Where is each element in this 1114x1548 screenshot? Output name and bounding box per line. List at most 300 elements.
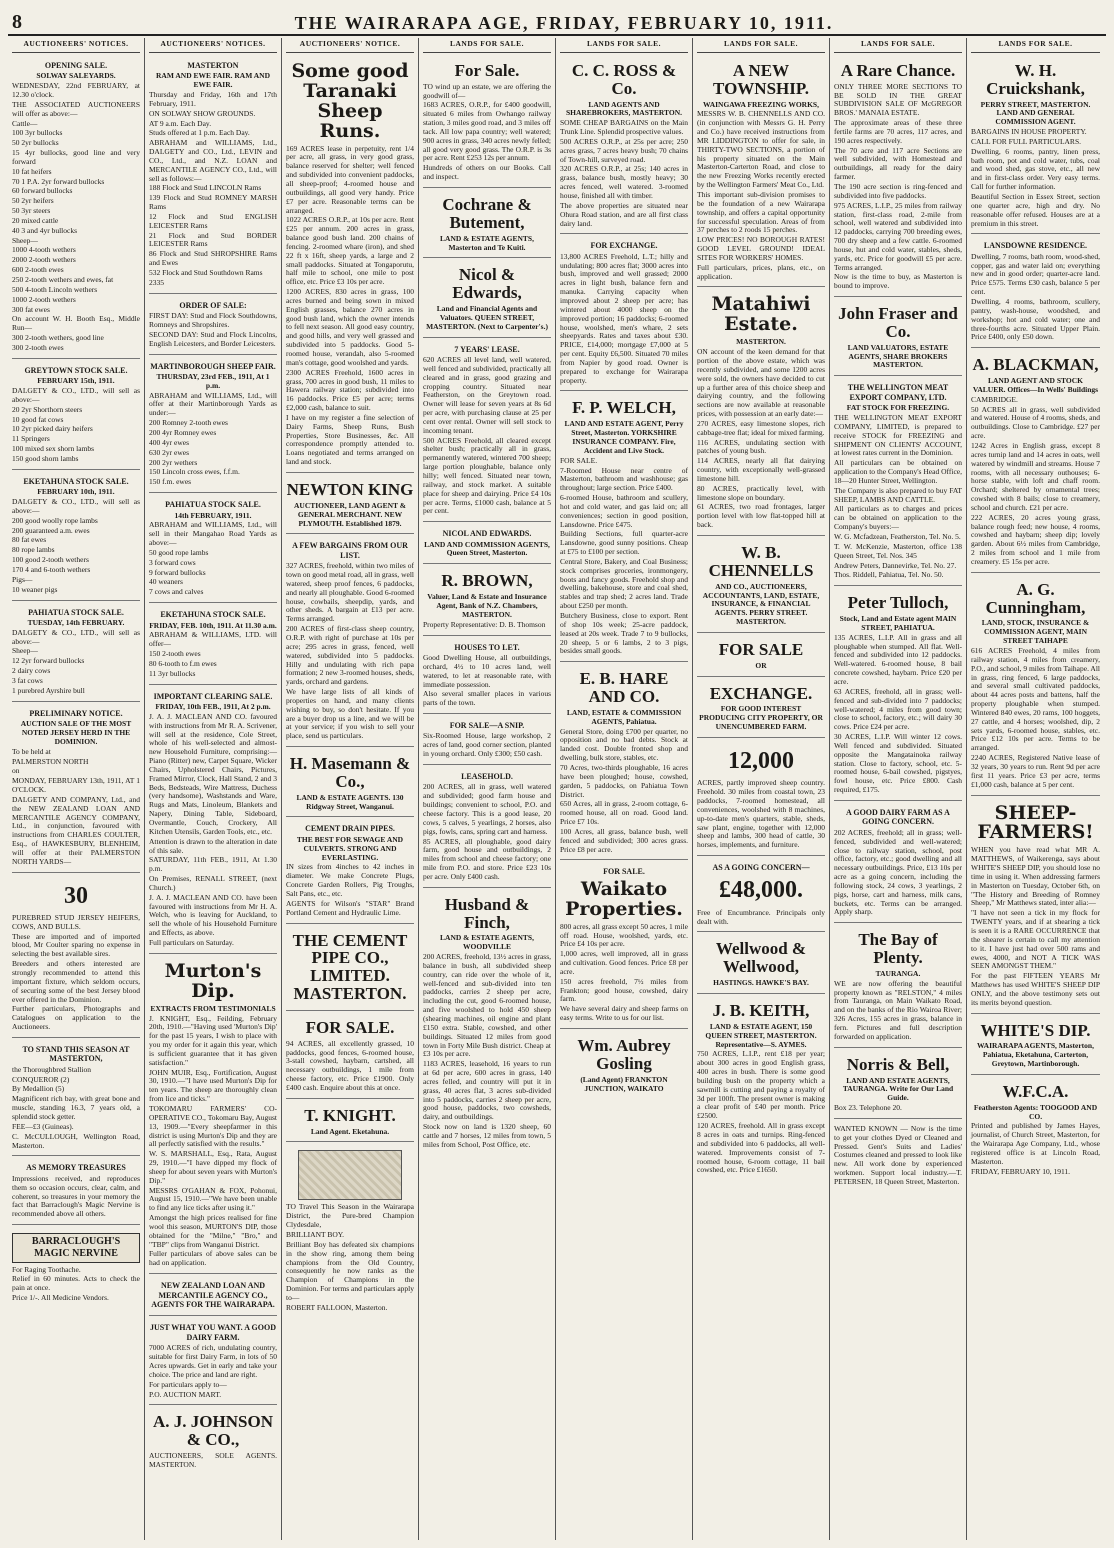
ad-text-line: 650 Acres, all in grass, 2-room cottage, 6-roomed house, all on road. Good land. Price £7 10s. xyxy=(560,799,688,827)
ad-title: JUST WHAT YOU WANT. A GOOD DAIRY FARM. xyxy=(150,1323,276,1342)
ad-title: PAHIATUA STOCK SALE. xyxy=(28,607,124,617)
ad-boxed-heading: BARRACLOUGH'S MAGIC NERVINE xyxy=(12,1233,140,1263)
ad-text-line: Dwelling, 4 rooms, bathroom, scullery, pantry, wash-house, woodshed, and workshop; hot and cold water; one and three-fourths acre. Situated Upper Plain. Price £400, only £50 down. xyxy=(971,297,1100,342)
ad-text-line: 135 ACRES, L.I.P. All in grass and all ploughable when stumped. All flat. Well-fenced and subdivided into 12 paddocks. Well-watered. 6-roomed house, 8 bail concrete cowshed, haybarn. Price £20 per acre. xyxy=(834,632,962,686)
ad-text-line: TO Travel This Season in the Wairarapa District, the Pure-bred Champion Clydesdale, xyxy=(286,1202,414,1230)
ad-title: FOR EXCHANGE. xyxy=(590,241,658,251)
advertisement xyxy=(697,538,825,633)
ad-subtitle: LAND & ESTATE AGENTS, WOODVILLE xyxy=(440,933,534,952)
ad-text-line: J. A. J. MACLEAN AND CO. have been favoured with instructions from Mr H. A. Welch, who is leaving for Auckland, to sell the whole of his Household Furniture and Effects, as above. xyxy=(149,892,277,938)
ad-subtitle: WAINGAWA FREEZING WORKS, xyxy=(703,99,819,109)
ad-text-line: This important sub-division promises to be the foundation of a new Wairarapa township, and offers a capital opportunity for successful speculation. Areas of from 37 perches to 2 roods 15 perches. xyxy=(697,189,825,235)
ad-title: LEASEHOLD. xyxy=(461,772,513,781)
column-heading: AUCTIONEERS' NOTICES. xyxy=(12,38,140,53)
ad-text-line: ABRAHAM and WILLIAMS, Ltd., DALGETY and CO., Ltd., LEVIN and CO., Ltd., and N.Z. LOAN and MERCANTILE AGENCY CO., Ltd., will sell as follows:— xyxy=(149,138,277,183)
advertisement xyxy=(149,1276,277,1316)
ad-text-line: 100 good 2-tooth wethers xyxy=(12,555,89,565)
ad-text-line: Central Store, Bakery, and Coal Business; stock comprises groceries, ironmongery, boots and fancy goods. Freehold shop and dwelling, bakehouse, store and coal shed, stables and trap shed; 2 acres land. Trade about £250 per month. xyxy=(560,556,688,611)
advertisement xyxy=(149,357,277,494)
ad-firm-name: Wellwood & Wellwood, xyxy=(715,939,807,977)
ad-title: EKETAHUNA STOCK SALE. xyxy=(23,476,129,486)
ad-text-line: 1000 2-tooth wethers xyxy=(12,294,76,304)
ad-text-line: 13,800 ACRES Freehold, L.T.; hilly and undulating; 800 acres flat; 3000 acres into bush, improved and well grassed; 2000 acres in light bush, balance fern and manuka. Carrying capacity when improved about 2 sheep per acre; has wintered about 4000 sheep on the improved portion; 16 paddocks; 6-roomed house, woolshed, men's whare, 2 sets sheepyards. Rates and taxes about £30. PRICE, £14,000; mortgage £7,000 at 5 per cent. Equity £6,500. Situated 70 miles from Napier by good road. Owner is prepared to exchange for Wairarapa property. xyxy=(560,251,688,385)
ad-text-line: BRILLIANT BOY. xyxy=(286,1230,345,1239)
advertisement xyxy=(971,236,1100,348)
advertisement xyxy=(149,296,277,355)
ad-text-line: 30 ACRES, L.I.P. Will winter 12 cows. Well fenced and subdivided. Situated opposite the Mangatainoka railway station. Close to factory, school, etc. 5-roomed house, 6-bail cowshed, pigstyes, fowl house, etc. Price £800. Cash required, £175. xyxy=(834,732,962,795)
ad-text-line: Full particulars, prices, plans, etc., on application. xyxy=(697,262,825,281)
ad-text-line: 7000 ACRES of rich, undulating country, suitable for first Dairy Farm, in lots of 50 Acres upwards. Get in early and take your choice. The price and land are right. xyxy=(149,1343,277,1379)
ad-subtitle: SOLWAY SALEYARDS. xyxy=(36,71,116,81)
ad-text-line: 100 mixed sex shorn lambs xyxy=(12,444,95,454)
ad-text-line: 327 ACRES, freehold, within two miles of town on good metal road, all in grass, well watered, sheep proof fences, 6 paddocks, and nearly all ploughable. Good 6-roomed house, cowbails, sheepdip, yards, and other sheds. A bargain at £13 per acre. Terms arranged. xyxy=(286,561,414,624)
ad-text-line: 50 good rope lambs xyxy=(149,547,209,557)
ad-text-line: The Company is also prepared to buy FAT SHEEP, LAMBS AND CATTLE. xyxy=(834,485,962,504)
ad-text-line: 86 Flock and Stud SHROPSHIRE Rams and Ewes xyxy=(149,249,277,268)
ad-text-line: 300 2-tooth ewes xyxy=(12,342,64,352)
ad-text-line: Butchery Business, close to export. Rent of shop 10s week; 25-acre paddock, leased at 20s week. Trade 7 to 9 bullocks, 20 sheep, 5 or 6 lambs, 2 to 3 pigs, besides small goods. xyxy=(560,611,688,656)
advertisement xyxy=(834,378,962,586)
ad-text-line: 10 weaner pigs xyxy=(12,584,58,594)
advertisement xyxy=(423,890,551,1155)
ad-text-line: PALMERSTON NORTH xyxy=(12,756,89,766)
ad-text-line: Box 23. Telephone 20. xyxy=(834,1103,902,1113)
advertisement xyxy=(697,56,825,288)
column-heading: LANDS FOR SALE. xyxy=(834,38,962,53)
column-3 xyxy=(282,38,419,1540)
ad-text-line: 60 forward bullocks xyxy=(12,186,73,196)
ad-text-line: 1200 ACRES, 830 acres in grass, 100 acres burned and being sown in mixed English grasses, balance 270 acres in good bush land, which the owner intends to fell next season. All good easy country, and good hills, and very well grassed and subdivided into 5 paddocks. Good 5-roomed house, verandah, also 5-roomed man's cottage, good woolshed and yards. xyxy=(286,287,414,367)
ad-text-line: "I have not seen a tick in my flock for TWENTY years, and if at shearing a tick is seen it is a RARE OCCURRENCE that the shearer is certain to call my attention to it. I have just had over 500 rams and ewes, 4000, and NOT A TICK WAS SEEN AMONGST THEM." xyxy=(971,908,1100,971)
advertisement xyxy=(560,393,688,662)
ad-text-line: ONLY THREE MORE SECTIONS TO BE SOLD IN THE GREAT SUBDIVISION SALE OF McGREGOR BROS.' MANAIA ESTATE. xyxy=(834,81,962,118)
ad-text-line: ABRAHAM and WILLIAMS, Ltd., will offer at their Martinborough Yards as under:— xyxy=(149,390,277,418)
advertisement xyxy=(286,475,414,534)
ad-subtitle: Valuer, Land & Estate and Insurance Agent, Bank of N.Z. Chambers, MASTERTON. xyxy=(427,592,547,619)
ad-text-line: ON SOLWAY SHOW GROUNDS. xyxy=(149,108,256,118)
advertisement xyxy=(697,934,825,994)
ad-firm-name: W.F.C.A. xyxy=(1002,1081,1069,1101)
ad-firm-name: Husband & Finch, xyxy=(444,894,530,932)
ad-subtitle: FRIDAY, FEB. 10th, 1911. At 11.30 a.m. xyxy=(149,620,277,630)
ad-text-line: 250 2-tooth wethers and ewes, fat xyxy=(12,275,114,284)
ad-title: AS A GOING CONCERN— xyxy=(712,863,810,873)
ad-text-line: 139 Flock and Stud ROMNEY MARSH Rams xyxy=(149,193,277,212)
advertisement xyxy=(149,1318,277,1405)
ad-text-line: Sheep— xyxy=(12,235,38,245)
ad-firm-name: Norris & Bell, xyxy=(846,1054,950,1074)
column-heading: AUCTIONEERS' NOTICES. xyxy=(149,38,277,53)
ad-text-line: 7 cows and calves xyxy=(149,587,204,597)
ad-text-line: 10 good fat cows xyxy=(12,414,64,424)
advertisement xyxy=(12,472,140,601)
ad-text-line: DALGETY AND COMPANY, Ltd., and the NEW ZEALAND LOAN AND MERCANTILE AGENCY COMPANY, Ltd., in conjunction, favoured with instructions from CHARLES COULTER, Esq., of HAWKESBURY, BLENHEIM, will offer at their PALMERSTON NORTH YARDS— xyxy=(12,794,140,866)
ad-firm-name: EXCHANGE. xyxy=(709,683,813,703)
ad-firm-name: FOR SALE xyxy=(718,639,804,659)
ad-text-line: 10 2yr picked dairy heifers xyxy=(12,424,93,434)
ad-text-line: CONQUEROR (2) xyxy=(12,1074,70,1084)
ad-text-line: 500 ACRES O.R.P., at 25s per acre; 250 acres grass, 7 acres heavy bush; 70 chains of Town-hill, surveyed road. xyxy=(560,136,688,164)
ad-text-line: I have on my register a fine selection of Dairy Farms, Sheep Runs, Bush Properties, Store Businesses, &c. All correspondence promptly attended to. Loans negotiated and terms arranged on land and stock. xyxy=(286,412,414,467)
advertisement xyxy=(834,588,962,801)
column-1 xyxy=(8,38,145,1540)
ad-text-line: FRIDAY, FEBRUARY 10, 1911. xyxy=(971,1166,1071,1176)
ad-text-line: 150 Lincoln cross ewes, f.f.m. xyxy=(149,467,240,477)
ad-text-line: Full particulars on Saturday. xyxy=(149,937,234,947)
ad-text-line: 630 2yr ewes xyxy=(149,447,189,457)
ad-firm-name: THE CEMENT PIPE CO., LIMITED. MASTERTON. xyxy=(292,930,408,1004)
ad-text-line: Property Representative: D. B. Thomson xyxy=(423,619,546,629)
ad-text-line: Pigs— xyxy=(12,574,33,584)
ad-subtitle: FAT STOCK FOR FREEZING. xyxy=(846,403,950,413)
advertisement xyxy=(149,495,277,603)
advertisement xyxy=(12,1227,140,1308)
ad-text-line: We have large lists of all kinds of properties on hand, and many clients wishing to buy, so don't hesitate. If you are a buyer drop us a line, and we will be at your service; if you wish to sell your place, send us particulars. xyxy=(286,687,414,741)
advertisement xyxy=(834,925,962,1047)
ad-text-line: 200 ACRES of first-class sheep country, O.R.P. with right of purchase at 10s per acre; 295 acres in grass, fenced, well watered, subdivided into 5 paddocks. Hilly and undulating with rich papa formation; 2 new 3-roomed houses, sheds, yards, orchard and gardens. xyxy=(286,624,414,687)
ad-text-line: W. G. Mcfadzean, Featherston, Tel. No. 5. xyxy=(834,532,961,541)
advertisement xyxy=(12,603,140,702)
ad-text-line: MESSRS O'GAHAN & FOX, Pohonui, August 15, 1910.—"We have been unable to find any lice ticks after using it." xyxy=(149,1185,277,1213)
ad-text-line: 300 2-tooth wethers, good line xyxy=(12,333,104,343)
ad-firm-name: FOR SALE. xyxy=(305,1017,395,1037)
advertisement xyxy=(971,798,1100,1014)
advertisement xyxy=(423,566,551,635)
ad-display-heading: Some good Taranaki Sheep Runs. xyxy=(291,59,409,142)
advertisement xyxy=(12,704,140,873)
ad-text-line: Breeders and others interested are strongly recommended to attend this important fixture, which seldom occurs, of securing some of the best Jersey blood ever offered in the Dominion. xyxy=(12,959,140,1004)
ad-display-heading: Waikato Properties. xyxy=(565,877,683,920)
ad-text-line: On account W. H. Booth Esq., Middle Run— xyxy=(12,314,140,333)
ad-title: CEMENT DRAIN PIPES. xyxy=(305,824,395,834)
ad-text-line: 85 ACRES, all ploughable, good dairy farm, good house and outbuildings, 2 miles from school and cheese factory; one mile from P.O. and store. Price £23 10s per acre. Only £400 cash. xyxy=(423,836,551,881)
ad-text-line: Sheep— xyxy=(12,646,38,656)
ad-text-line: 200 2yr wethers xyxy=(149,457,198,467)
ad-text-line: 80 ACRES, practically level, with limestone slope on boundary. xyxy=(697,483,825,502)
ad-text-line: 7-Roomed House near centre of Masterton, bathroom and washhouse; gas throughout; large section. Price £400. xyxy=(560,465,688,493)
advertisement xyxy=(971,350,1100,573)
ad-text-line: 750 ACRES, L.I.P., rent £18 per year; about 300 acres in good English grass, 400 acres in bush. There is some good building bush on the property which a sawmill is cutting and paying a royalty of 3d per 100ft. The present owner is making a clear profit of £40 per month. Price £2500. xyxy=(697,1049,825,1121)
ad-text-line: The above properties are situated near Ohura Road station, and are all first class dairy land. xyxy=(560,200,688,228)
ad-text-line: 80 rope lambs xyxy=(12,545,55,555)
ad-text-line: AGENTS for Wilson's "STAR" Brand Portland Cement and Hydraulic Lime. xyxy=(286,898,414,917)
ad-large-figure: 30 xyxy=(64,882,88,909)
advertisement xyxy=(697,635,825,677)
ad-subtitle: AUCTION SALE OF THE MOST NOTED JERSEY HERD IN THE DOMINION. xyxy=(20,719,132,746)
ad-firm-name: T. KNIGHT. xyxy=(304,1105,396,1125)
ad-text-line: Fuller particulars of above sales can be had on application. xyxy=(149,1249,277,1268)
ad-text-line: 2000 2-tooth wethers xyxy=(12,255,76,265)
advertisement xyxy=(697,679,825,738)
ad-title: ORDER OF SALE: xyxy=(179,300,247,310)
advertisement xyxy=(560,56,688,235)
advertisement xyxy=(423,638,551,715)
ad-text-line: BARGAINS IN HOUSE PROPERTY. xyxy=(971,127,1087,137)
ad-display-heading: Murton's Dip. xyxy=(164,959,262,1002)
ad-title: A GOOD DAIRY FARM AS A GOING CONCERN. xyxy=(846,807,950,827)
ad-text-line: Magnificent rich bay, with great bone and muscle, standing 16.3, 7 years old, a splendid stock getter. xyxy=(12,1094,140,1121)
ad-text-line: 222 ACRES, 20 acres young grass, balance rough feed; new house, 4 rooms, cowshed and haybarn; sheep dip; lovely garden. About 6½ miles from Cambridge, 2 miles from school and 1 mile from creamery. £5 15s per acre. xyxy=(971,512,1100,566)
advertisement xyxy=(12,875,140,1038)
ad-text-line: These are imported and of imported blood, Mr Coulter sparing no expense in selecting the best available sires. xyxy=(12,931,140,959)
ad-subtitle: HASTINGS. HAWKE'S BAY. xyxy=(713,978,809,988)
advertisement xyxy=(149,605,277,685)
ad-firm-name: A. J. JOHNSON & CO., xyxy=(153,1412,273,1450)
ad-title: GREYTOWN STOCK SALE. xyxy=(24,365,128,375)
ad-subtitle: LAND AND COMMISSION AGENTS, Queen Street, Masterton. xyxy=(424,539,550,558)
ad-text-line: 300 fat ewes xyxy=(12,304,50,314)
ad-subtitle: THURSDAY, 23rd FEB., 1911, At 1 p.m. xyxy=(156,371,270,390)
ad-subtitle: AND CO., AUCTIONEERS, ACCOUNTANTS, LAND, ESTATE, INSURANCE, & FINANCIAL AGENTS. PERRY STREET. MASTERTON. xyxy=(702,581,820,627)
ad-firm-name: F. P. WELCH, xyxy=(572,398,676,418)
ad-text-line: 20 2yr Shorthorn steers xyxy=(12,404,83,414)
ad-text-line: 94 ACRES, all excellently grassed, 10 paddocks, good fences, 6-roomed house, 3-stall cowshed, haybarn, cartshed, all necessary outbuildings, 1 mile from cheese factory, etc. Price £1900. Only £400 cash. Enquire about this at once. xyxy=(286,1038,414,1092)
ad-firm-name: A. G. Cunningham, xyxy=(985,579,1086,617)
ad-text-line: 21 Flock and Stud BORDER LEICESTER Rams xyxy=(149,230,277,249)
ad-text-line: 320 ACRES O.R.P., at 25s; 140 acres in grass, balance bush, mostly heavy; 30 acres fenced, well watered. 3-roomed house, finished all with timber. xyxy=(560,164,688,200)
ad-large-figure: 12,000 xyxy=(728,747,794,774)
ad-text-line: 400 4yr ewes xyxy=(149,437,189,447)
ad-title: PAHIATUA STOCK SALE. xyxy=(165,500,261,510)
advertisement xyxy=(286,1144,414,1317)
ad-text-line: FEE—£3 (Guineas). xyxy=(12,1121,74,1131)
ad-text-line: Good Dwelling House, all outbuildings, orchard, 4½ to 10 acres land, well watered, to let at reasonable rate, with immediate possession. xyxy=(423,652,551,689)
ad-text-line: Further particulars, Photographs and Catalogues on application to the Auctioneers. xyxy=(12,1004,140,1032)
ad-text-line: ON account of the keen demand for that portion of the above estate, which was recently subdivided, and some 1200 acres were sold, the owners have decided to cut up a further area of this choice sheep and dairying country, and the following sections are now available at reasonable prices, with possession at an early date:— xyxy=(697,347,825,419)
column-5 xyxy=(556,38,693,1540)
ad-text-line: 1 purebred Ayrshire bull xyxy=(12,685,85,695)
ad-subtitle: WAIRARAPA AGENTS, Masterton, Pahiatua, Eketahuna, Carterton, Greytown, Martinborough. xyxy=(977,1041,1094,1069)
ad-text-line: JOHN MUIR, Esq., Fortification, August 30, 1910.—"I have used Murton's Dip for ten years. The sheep are thoroughly clean from lice and ticks." xyxy=(149,1067,277,1104)
ad-text-line: Dwelling, 6 rooms, pantry, linen press, bath room, pot and cold water, tubs, coal and wood shed, gas stove, etc., all new and in first-class order. Very easy terms. Call for further information. xyxy=(971,146,1100,192)
ad-text-line: 3 forward cows xyxy=(149,557,196,567)
ad-text-line: 200 good woolly rope lambs xyxy=(12,515,98,525)
ad-text-line: T. W. McKenzie, Masterton, office 138 Queen Street, Tel. Nos. 345 xyxy=(834,541,962,560)
column-heading: LANDS FOR SALE. xyxy=(423,38,551,53)
ad-text-line: Thursday and Friday, 16th and 17th February, 1911. xyxy=(149,89,277,108)
advertisement xyxy=(423,716,551,765)
ad-text-line: 1683 ACRES, O.R.P., for £400 goodwill, situated 6 miles from Owhango railway station, 3 miles good road, and 3 miles off tack. All low papa country; well watered; 900 acres in grass, 340 acres newly felled; all good very good grass. The O.R.P. is 3s per acre. Rent £253 12s per annum. xyxy=(423,100,551,163)
ad-subtitle: OR xyxy=(755,660,767,670)
ad-firm-name: C. C. ROSS & Co. xyxy=(571,60,677,98)
advertisement xyxy=(697,289,825,536)
ad-subtitle: LAND AND ESTATE AGENT, Perry Street, Masterton. YORKSHIRE INSURANCE COMPANY. Fire, Accident and Live Stock. xyxy=(564,419,684,455)
ad-text-line: 116 ACRES, undulating section with patches of young bush. xyxy=(697,437,825,456)
ad-text-line: Beautiful Section in Essex Street, section one quarter acre, high and dry. No reasonable offer refused. Houses are at a premium in this street. xyxy=(971,191,1100,228)
ad-subtitle: LAND & ESTATE AGENTS. 130 Ridgway Street, Wanganui. xyxy=(296,792,404,811)
ad-text-line: Hundreds of others on our Books. Call and inspect. xyxy=(423,163,551,182)
ad-title: LANSDOWNE RESIDENCE. xyxy=(983,241,1088,251)
ad-subtitle: MASTERTON. xyxy=(736,337,786,347)
ad-firm-name: Peter Tulloch, xyxy=(847,593,949,613)
ad-text-line: SATURDAY, 11th FEB., 1911, At 1.30 p.m. xyxy=(149,855,277,874)
ad-text-line: 6-roomed House, bathroom and scullery, hot and cold water, and gas laid on; all conveniences; section in good position, Lansdowne. Price £475. xyxy=(560,493,688,529)
ad-title: HOUSES TO LET. xyxy=(454,642,520,652)
advertisement xyxy=(423,190,551,258)
ad-text-line: TOKOMARU FARMERS' CO-OPERATIVE CO., Tokomaru Bay, August 13, 1909.—"Every sheepfarmer in this district is using Murton's Dip and they are all perfectly satisfied with the results." xyxy=(149,1103,277,1149)
masthead xyxy=(8,4,1106,36)
ad-firm-name: H. Masemann & Co., xyxy=(289,754,411,791)
ad-text-line: 100 3yr bullocks xyxy=(12,128,63,138)
ad-text-line: 50 2yr heifers xyxy=(12,196,54,206)
advertisement xyxy=(697,740,825,856)
advertisement xyxy=(286,56,414,473)
ad-subtitle: Land Agent. Eketahuna. xyxy=(310,1126,390,1136)
ad-text-line: Six-Roomed House, large workshop, 2 acres of land, good corner section, planted in young orchard. Only £300; £50 cash. xyxy=(423,731,551,759)
ad-text-line: The 190 acre section is ring-fenced and subdivided into five paddocks. xyxy=(834,181,962,200)
ad-subtitle: Land and Financial Agents and Valuators. QUEEN STREET, MASTERTON. (Next to Carpenter's.) xyxy=(426,304,548,331)
advertisement xyxy=(560,236,688,391)
ad-subtitle: EXTRACTS FROM TESTIMONIALS xyxy=(150,1003,276,1013)
ad-text-line: MONDAY, FEBRUARY 13th, 1911, AT 1 O'CLOCK. xyxy=(12,776,140,795)
ad-title: EKETAHUNA STOCK SALE. xyxy=(160,610,266,620)
ad-text-line: We have several dairy and sheep farms on easy terms. Write to us for our list. xyxy=(560,1004,688,1023)
ad-text-line: 150 good shorn lambs xyxy=(12,453,79,463)
ad-subtitle: PERRY STREET, MASTERTON. LAND AND GENERAL COMMISSION AGENT. xyxy=(980,99,1091,127)
ad-text-line: 50 ACRES all in grass, well subdivided and watered. House of 4 rooms, sheds, and outbuildings. Close to Cambridge. £27 per acre. xyxy=(971,404,1100,441)
ad-firm-name: W. B. CHENNELLS xyxy=(708,543,814,580)
ad-text-line: 11 Springers xyxy=(12,434,50,444)
ad-title: A FEW BARGAINS FROM OUR LIST. xyxy=(292,541,408,560)
ad-text-line: WEDNESDAY, 22nd FEBRUARY, at 12.30 o'clock. xyxy=(12,81,140,99)
ad-title: MARTINBOROUGH SHEEP FAIR. xyxy=(150,361,276,371)
ad-text-line: 10 fat heifers xyxy=(12,166,52,176)
ad-text-line: Thos. Riddell, Pahiatua, Tel. No. 50. xyxy=(834,570,944,580)
ad-text-line: CALL FOR FULL PARTICULARS. xyxy=(971,136,1081,146)
advertisement xyxy=(971,575,1100,796)
ad-text-line: ROBERT FALLOON, Masterton. xyxy=(286,1302,388,1312)
ad-text-line: WANTED KNOWN — Now is the time to get your clothes Dyed or Cleaned and Pressed. Gent's Suits and Ladies' Costumes cleaned and pressed to look like new. All work done by experienced workmen. Support local industry.—T. PETERSEN, 18 Queen Street, Masterton. xyxy=(834,1123,962,1186)
ad-firm-name: A NEW TOWNSHIP. xyxy=(713,60,809,98)
ad-text-line: J. A. J. MACLEAN AND CO. favoured with instructions from Mr R. A. Scrivener, will sell at the residence, Cole Street, whole of his well-selected and almost-new Household Furniture, comprising:—Piano (Ritter) new, Carpet Square, Wicker Chairs, Upholstered Chairs, Pictures, Framed Mirror, Clock, Hall Stand, 2 and 3 Beds, Bedsteads, Wire Mattress, Duchess (very handsome), Washstands and Ware, Rugs and Mats, Linoleum, Blankets and Napery, Dining Table, Sideboard, Overmantle, Couch, Crockery, All Kitchen Utensils, Garden Tools, etc., etc. xyxy=(149,711,277,836)
column-2 xyxy=(145,38,282,1540)
ad-text-line: ACRES, partly improved sheep country. Freehold. 30 miles from coastal town, 23 paddocks, 7-roomed homestead, all conveniences, woolshed with 8 machines, up-to-date men's quarters, stable, sheds, saw plant, engine, together with 12,000 sheep and lambs, 300 head of cattle, 30 horses, implements, and furniture. xyxy=(697,778,825,850)
ad-text-line: General Store, doing £700 per quarter, no opposition and no bad debts. Stock at landed cost. Double fronted shop and dwelling, bulk store, stables, etc. xyxy=(560,726,688,763)
ad-text-line: ABRAHAM and WILLIAMS, Ltd., will sell in their Mangahao Road Yards as above:— xyxy=(149,520,277,548)
column-7 xyxy=(830,38,967,1540)
ad-text-line: By Medallion (5) xyxy=(12,1084,65,1094)
ad-subtitle: TAURANGA. xyxy=(875,968,921,978)
ad-text-line: 63 ACRES, freehold, all in grass; well-fenced and sub-divided into 7 paddocks; well-watered; 4 miles from good town; close to school, factory, etc.; will dairy 30 cows. Price £24 per acre. xyxy=(834,686,962,732)
ad-text-line: 70 Acres, two-thirds ploughable, 16 acres have been ploughed; house, cowshed, garden, 5 paddocks, on Pahiatua Town District. xyxy=(560,762,688,799)
ad-text-line: Dwelling, 7 rooms, bath room, wood-shed, copper, gas and water laid on; everything new and in good order; quarter-acre land. Price £575. Terms £30 cash, balance 5 per cent. xyxy=(971,251,1100,297)
advertisement xyxy=(149,687,277,954)
ad-text-line: C. McCULLOUGH, Wellington Road, Masterton. xyxy=(12,1131,140,1150)
ad-text-line: 2 dairy cows xyxy=(12,666,51,676)
ad-subtitle: FOR GOOD INTEREST PRODUCING CITY PROPERTY, OR UNENCUMBERED FARM. xyxy=(699,704,823,732)
ad-text-line: 200 guaranteed a.m. ewes xyxy=(12,525,90,535)
ad-text-line: 600 2-tooth ewes xyxy=(12,265,64,275)
ad-firm-name: For Sale. xyxy=(454,60,520,80)
ad-title: OPENING SALE. xyxy=(44,60,108,70)
ad-text-line: Impressions received, and reproduces them so occasion occurs, clear, calm, and coherent, so treasures in your memory the fact that Barraclough's Magic Nervine is recommended above all others. xyxy=(12,1173,140,1219)
ad-subtitle: 14th FEBRUARY, 1911. xyxy=(174,510,252,520)
ad-text-line: 1242 Acres in English grass, except 8 acres turnip land and 14 acres in oats, well watered by windmill and streams. House 7 rooms, with all necessary outhouses; 6-horse stable, with loft and chaff room. Orchard; sheltered by ornamental trees; cowshed with 8 bails; close to creamery, school and church. £21 per acre. xyxy=(971,440,1100,512)
ad-text-line: The approximate areas of these three fertile farms are 70 acres, 117 acres, and 190 acres respectively. xyxy=(834,118,962,145)
column-8 xyxy=(967,38,1104,1540)
ad-text-line: Stock now on land is 1320 sheep, 60 cattle and 7 horses, 12 miles from town, 5 miles from School, Post Office, etc. xyxy=(423,1122,551,1149)
ad-text-line: 500 ACRES Freehold, all cleared except shelter bush; practically all in grass, permanently watered, wintered 700 sheep; large portion ploughable, balance only hilly; well fenced. Situated near town, railway, and stock market. A suitable place for sheep and dairying. Price £4 10s per acre. Terms, £1000 cash, balance at 5 per cent. xyxy=(423,435,551,516)
ad-text-line: 270 ACRES, easy limestone slopes, rich cabbage-tree flat; ideal for mixed farming. xyxy=(697,418,825,437)
ad-text-line: MESSRS W. B. CHENNELLS AND CO. (in conjunction with Messrs G. H. Perry and Co.) have received instructions from MR LIDDINGTON to offer for sale, in THIRTY-TWO SECTIONS, a portion of his property situated on the Main Masterton-Carterton Road, and close to the new Freezing Works recently erected by the Wellington Farmers' Meat Co., Ltd. xyxy=(697,109,825,190)
newspaper-title: THE WAIRARAPA AGE, FRIDAY, FEBRUARY 10, 1911. xyxy=(294,13,834,33)
ad-display-heading: SHEEP-FARMERS! xyxy=(977,801,1094,844)
ad-text-line: 202 ACRES, freehold; all in grass; well-fenced, subdivided and well-watered; close to railway station, school, post office, factory, etc.; good dwelling and all necessary outbuildings. Price, £13 10s per acre as a going concern, including the following stock, 24 cows, 3 yearlings, 2 pigs, horse, cart and harness, milk cans, buckets, etc. Terms can be arranged. Apply sharp. xyxy=(834,827,962,917)
ad-text-line: 15 4yr bullocks, good line and very forward xyxy=(12,148,140,166)
ad-display-heading: Matahiwi Estate. xyxy=(711,293,811,336)
ad-text-line: Relief in 60 minutes. Acts to check the pain at once. xyxy=(12,1274,140,1293)
ad-firm-name: John Fraser and Co. xyxy=(838,304,958,341)
advertisement xyxy=(149,1407,277,1474)
ad-text-line: P.O. AUCTION MART. xyxy=(149,1389,222,1399)
ad-large-figure: £48,000. xyxy=(719,877,803,904)
ad-subtitle: LAND, STOCK, INSURANCE & COMMISSION AGENT, MAIN STREET TAIHAPE xyxy=(981,618,1090,646)
ad-text-line: For particulars apply to— xyxy=(149,1379,227,1389)
ad-text-line: WE are now offering the beautiful property known as "RELSTON," 4 miles from Tauranga, on Main Waikato Road, and on the banks of the Rio Wairoa River; 326 Acres, 155 acres in grass, balance in fern. Pictures and full description forwarded on application. xyxy=(834,978,962,1041)
ad-text-line: On Premises, RENALL STREET, (next Church.) xyxy=(149,874,277,892)
ad-text-line: 169 ACRES lease in perpetuity, rent 1/4 per acre, all grass, in very good grass, balance reserved for shelter; well fenced and subdivided into convenient paddocks, all sheep-proof; 4-roomed house and outbuildings, all good very handy. Price £7 per acre. Reasonable terms can be arranged. xyxy=(286,143,414,215)
ad-subtitle: FEBRUARY 15th, 1911. xyxy=(37,376,115,386)
ad-text-line: 12 2yr forward bullocks xyxy=(12,656,85,666)
ad-text-line: 188 Flock and Stud LINCOLN Rams xyxy=(149,183,262,193)
column-heading: LANDS FOR SALE. xyxy=(971,38,1100,53)
horse-illustration xyxy=(298,1150,402,1200)
ad-text-line: ABRAHAM & WILLIAMS, LTD. will offer— xyxy=(149,630,277,649)
advertisement xyxy=(12,361,140,470)
ad-text-line: 61 ACRES, two road frontages, larger portion level with low flat-topped hill at back. xyxy=(697,502,825,530)
ad-text-line: PUREBRED STUD JERSEY HEIFERS, COWS, AND BULLS. xyxy=(12,912,140,931)
ad-text-line: 114 ACRES, nearly all flat dairying country, with exceptionally well-grassed limestone hill. xyxy=(697,456,825,483)
page-number: 8 xyxy=(12,11,22,33)
ad-text-line: IN sizes from 4inches to 42 inches in diameter. We make Concrete Plugs, Concrete Garden Rollers, Pig Troughs, Salt Pans, etc., etc. xyxy=(286,862,414,898)
ad-text-line: For Raging Toothache. xyxy=(12,1264,81,1274)
ad-text-line: 800 acres, all grass except 50 acres, 1 mile off road. House, woolshed, yards, etc. Price £4 10s per acre. xyxy=(560,921,688,949)
ad-text-line: SECOND DAY: Stud and Flock Lincolns, English Leicesters, and Border Leicesters. xyxy=(149,329,277,348)
advertisement xyxy=(12,56,140,359)
ad-text-line: 150 acres freehold, 7½ miles from Frankton; good house, cowshed, dairy farm. xyxy=(560,976,688,1004)
ad-text-line: THE WELLINGTON MEAT EXPORT COMPANY, LIMITED, is prepared to receive STOCK for FREEZING and SHIPMENT ON CLIENTS' ACCOUNT, at lowest rates current in the Dominion. xyxy=(834,413,962,458)
ad-text-line: Building Sections, full quarter-acre Lansdowne, good sunny positions. Cheap at £75 to £100 per section. xyxy=(560,529,688,557)
advertisement xyxy=(560,862,688,1029)
ad-subtitle: FEBRUARY 10th, 1911. xyxy=(37,487,115,497)
advertisement xyxy=(286,1101,414,1143)
ad-subtitle: LAND VALUATORS, ESTATE AGENTS, SHARE BROKERS MASTERTON. xyxy=(847,342,949,370)
ad-title: PRELIMINARY NOTICE. xyxy=(29,708,123,718)
ad-text-line: 80 6-tooth to f.m ewes xyxy=(149,658,217,668)
ad-text-line: 12 Flock and Stud ENGLISH LEICESTER Rams xyxy=(149,211,277,230)
ad-text-line: For the past FIFTEEN YEARS Mr Matthews has used WHITE'S SHEEP DIP ONLY, and the above testimony sets out its merits beyond question. xyxy=(971,971,1100,1007)
ad-text-line: 200 ACRES, freehold, 13½ acres in grass, balance in bush, all subdivided sheep country, can ride over the whole of it, well-fenced and sub-divided into ten paddocks, carries 2 sheep per acre, including the cut, good 6-roomed house, and five woolshed to hold 450 sheep (shearing machines, oil engine and plant £150 extra. Stable, cowshed, and other buildings. Situated 12 miles from good town in Forty Mile Bush district. Cheap at £3 10s per acre. xyxy=(423,952,551,1059)
column-heading: LANDS FOR SALE. xyxy=(697,38,825,53)
ad-text-line: 40 3 and 4yr bullocks xyxy=(12,225,77,235)
ad-text-line: The 70 acre and 117 acre Sections are well subdivided, with Homestead and outbuildings, all ready for the dairy farmer. xyxy=(834,145,962,182)
ad-text-line: 200 Romney 2-tooth ewes xyxy=(149,418,228,428)
advertisement xyxy=(423,340,551,523)
ad-title: NEW ZEALAND LOAN AND MERCANTILE AGENCY CO., AGENTS FOR THE WAIRARAPA. xyxy=(151,1281,275,1310)
ad-text-line: 80 fat ewes xyxy=(12,535,47,545)
ad-text-line: Free of Encumbrance. Principals only dealt with. xyxy=(697,907,825,926)
ad-text-line: W. S. MARSHALL, Esq., Rata, August 29, 1910.—"I have dipped my flock of sheep for about seven years with Murton's Dip." xyxy=(149,1149,277,1185)
ad-text-line: J. KNIGHT, Esq., Feilding, February 20th, 1910.—"Having used 'Murton's Dip' for the past 15 years, I wish to place with you my order for it again this year, which is sufficient guarantee that it has given satisfaction." xyxy=(149,1013,277,1067)
ad-firm-name: Wm. Aubrey Gosling xyxy=(577,1036,671,1073)
ad-text-line: 975 ACRES, L.I.P., 25 miles from railway station, first-class road, 2-mile from school, well watered and subdivided into 12 paddocks, carrying 700 breeding ewes, 700 dry sheep and a few cattle. 6-roomed house, hut and cold water, stables, sheds, yards, etc. Price for goodwill £5 per acre. Terms arranged. xyxy=(834,200,962,272)
ad-firm-name: W. H. Cruickshank, xyxy=(986,60,1085,98)
ad-firm-name: Nicol & Edwards, xyxy=(452,265,522,303)
advertisement xyxy=(423,524,551,564)
ad-title: THE WELLINGTON MEAT EXPORT COMPANY, LTD. xyxy=(847,383,949,402)
advertisement xyxy=(834,299,962,376)
ad-text-line: 1183 ACRES, leasehold, 16 years to run at 6d per acre, 600 acres in grass, 140 acres felled, and country will put it in grass, 40 acres flat, 3 acres sub-divided into 5 paddocks, carries 2 sheep per acre, good house, paddocks, two cowsheds, dairy, and outbuildings. xyxy=(423,1059,551,1122)
